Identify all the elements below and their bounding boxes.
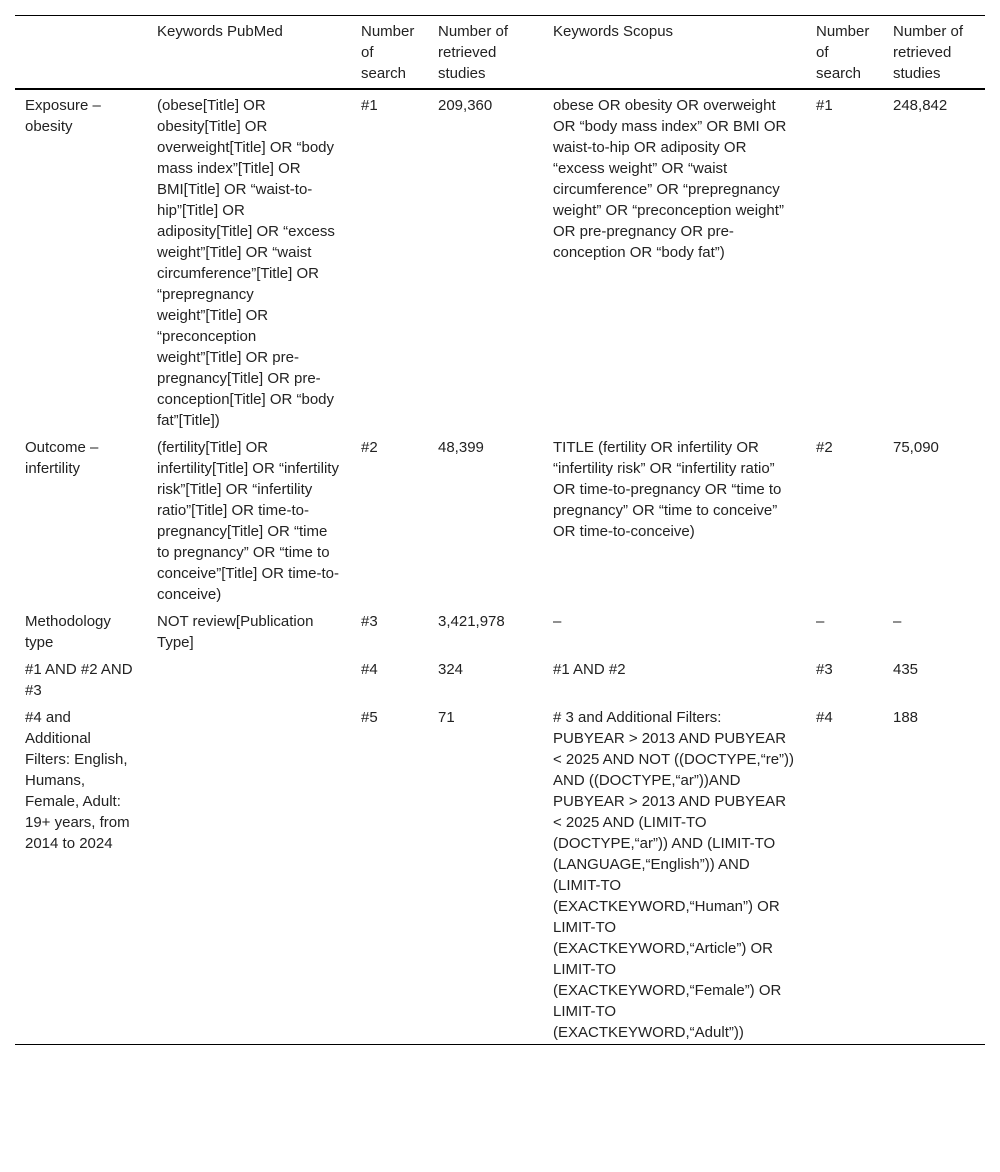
row-category: Outcome – infertility: [25, 439, 99, 477]
table-row: [15, 606, 985, 654]
scopus-retrieved-count: 75,090: [893, 439, 939, 456]
pubmed-keywords: [147, 702, 351, 1045]
pubmed-keywords: (obese[Title] OR obesity[Title] OR overweight[Title] OR “body mass index”[Title] OR BMI[Title] OR “waist-to-hip”[Title] OR adiposity[Title] OR “excess weight”[Title] OR “waist circumference”[Title] OR “prepregnancy weight”[Title] OR “preconception weight”[Title] OR pre-pregnancy[Title] OR pre-conception[Title] OR “body fat”[Title]): [157, 97, 335, 429]
scopus-search-number: –: [816, 613, 825, 630]
table-row: [15, 89, 985, 432]
pubmed-keywords: [147, 654, 351, 702]
pubmed-retrieved-count: 71: [438, 709, 455, 726]
row-category: #4 and Additional Filters: English, Humans, Female, Adult: 19+ years, from 2014 to 2024: [25, 709, 130, 852]
table-row: [15, 654, 985, 702]
scopus-retrieved-count: –: [893, 613, 902, 630]
scopus-retrieved-count: 248,842: [893, 97, 948, 114]
pubmed-search-number: #2: [361, 439, 378, 456]
pubmed-retrieved-count: 209,360: [438, 97, 493, 114]
pubmed-keywords: (fertility[Title] OR infertility[Title] OR “infertility risk”[Title] OR “infertility ratio”[Title] OR time-to-pregnancy[Title] OR “time to pregnancy” OR “time to conceive”[Title] OR time-to-conceive): [157, 439, 339, 603]
table-row: [15, 432, 985, 606]
header-pubmed-retrieved: Number of retrieved studies: [438, 23, 509, 82]
header-scopus-retrieved: Number of retrieved studies: [893, 23, 964, 82]
scopus-search-number: #3: [816, 661, 833, 678]
scopus-search-number: #1: [816, 97, 833, 114]
table-row: [15, 702, 985, 1045]
header-keywords-pubmed: Keywords PubMed: [157, 23, 283, 40]
pubmed-search-number: #4: [361, 661, 378, 678]
header-keywords-scopus: Keywords Scopus: [553, 23, 674, 40]
pubmed-search-number: #5: [361, 709, 378, 726]
scopus-retrieved-count: 188: [893, 709, 919, 726]
scopus-retrieved-count: 435: [893, 661, 919, 678]
pubmed-retrieved-count: 3,421,978: [438, 613, 505, 630]
search-strategy-table: [15, 15, 985, 1045]
scopus-keywords: TITLE (fertility OR infertility OR “infertility risk” OR “infertility ratio” OR time-to-pregnancy OR “time to pregnancy” OR “time to conceive” OR time-to-conceive): [553, 439, 782, 540]
row-category: #1 AND #2 AND #3: [25, 661, 133, 699]
row-category: Methodology type: [25, 613, 111, 651]
pubmed-search-number: #3: [361, 613, 378, 630]
scopus-keywords: –: [553, 613, 562, 630]
header-row: [15, 16, 985, 90]
scopus-keywords: # 3 and Additional Filters: PUBYEAR > 2013 AND PUBYEAR < 2025 AND NOT ((DOCTYPE,“re”)) AND ((DOCTYPE,“ar”))AND PUBYEAR > 2013 AND PUBYEAR < 2025 AND (LIMIT-TO (DOCTYPE,“ar”)) AND (LIMIT-TO (LANGUAGE,“English”)) AND (LIMIT-TO (EXACTKEYWORD,“Human”) OR LIMIT-TO (EXACTKEYWORD,“Article”) OR LIMIT-TO (EXACTKEYWORD,“Female”) OR LIMIT-TO (EXACTKEYWORD,“Adult”)): [553, 709, 795, 1041]
scopus-search-number: #2: [816, 439, 833, 456]
pubmed-retrieved-count: 48,399: [438, 439, 484, 456]
scopus-keywords: #1 AND #2: [553, 661, 626, 678]
pubmed-search-number: #1: [361, 97, 378, 114]
header-pubmed-search-number: Number of search: [361, 23, 415, 82]
pubmed-keywords: NOT review[Publication Type]: [157, 613, 314, 651]
row-category: Exposure – obesity: [25, 97, 101, 135]
pubmed-retrieved-count: 324: [438, 661, 464, 678]
header-scopus-search-number: Number of search: [816, 23, 870, 82]
scopus-search-number: #4: [816, 709, 833, 726]
header-category: [15, 16, 147, 90]
scopus-keywords: obese OR obesity OR overweight OR “body mass index” OR BMI OR waist-to-hip OR adiposity OR “excess weight” OR “waist circumference” OR “prepregnancy weight” OR “preconception weight” OR pre-pregnancy OR pre-conception OR “body fat”): [553, 97, 787, 261]
